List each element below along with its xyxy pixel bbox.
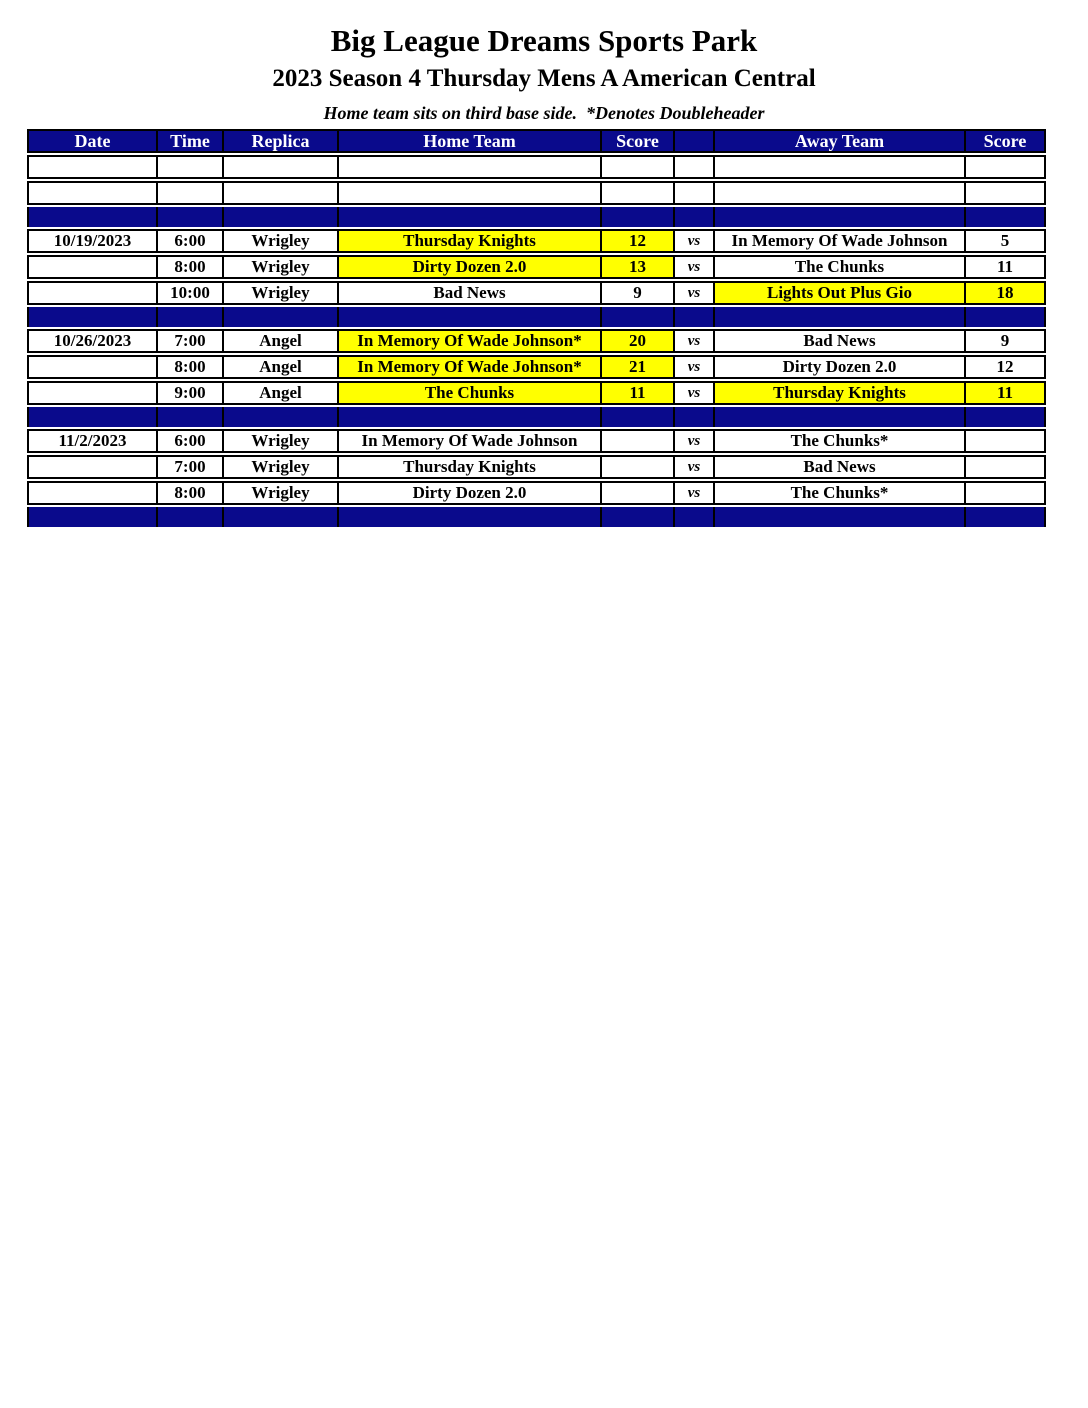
- home-score-cell: 21: [600, 355, 675, 379]
- separator-cell: [673, 307, 715, 327]
- separator-cell: [600, 407, 675, 427]
- page-subtitle: 2023 Season 4 Thursday Mens A American Central: [272, 65, 816, 92]
- separator-cell: [27, 407, 158, 427]
- separator-cell: [222, 307, 339, 327]
- empty-cell: [713, 155, 966, 179]
- time-cell: 7:00: [156, 455, 224, 479]
- page-header: [0, 0, 1088, 124]
- separator-row: [27, 207, 1060, 227]
- date-cell: 11/2/2023: [27, 429, 158, 453]
- separator-cell: [600, 207, 675, 227]
- separator-cell: [964, 507, 1046, 527]
- date-cell: 10/26/2023: [27, 329, 158, 353]
- separator-cell: [222, 207, 339, 227]
- empty-cell: [337, 181, 602, 205]
- away-score-cell: 18: [964, 281, 1046, 305]
- replica-cell: Wrigley: [222, 281, 339, 305]
- game-row: [27, 481, 1060, 505]
- vs-label: vs: [673, 481, 715, 505]
- separator-cell: [673, 207, 715, 227]
- separator-cell: [600, 507, 675, 527]
- empty-cell: [964, 155, 1046, 179]
- date-cell: [27, 381, 158, 405]
- separator-cell: [156, 307, 224, 327]
- empty-cell: [27, 181, 158, 205]
- separator-cell: [337, 407, 602, 427]
- separator-cell: [964, 307, 1046, 327]
- away-team-cell: Thursday Knights: [713, 381, 966, 405]
- table-body: [27, 155, 1060, 527]
- header-home-team: Home Team: [337, 129, 602, 153]
- vs-label: vs: [673, 229, 715, 253]
- empty-cell: [156, 181, 224, 205]
- game-row: [27, 329, 1060, 353]
- away-score-cell: [964, 481, 1046, 505]
- time-cell: 7:00: [156, 329, 224, 353]
- time-cell: 10:00: [156, 281, 224, 305]
- game-row: [27, 255, 1060, 279]
- replica-cell: Angel: [222, 381, 339, 405]
- date-cell: [27, 355, 158, 379]
- vs-label: vs: [673, 429, 715, 453]
- home-team-cell: In Memory Of Wade Johnson: [337, 429, 602, 453]
- vs-label: vs: [673, 255, 715, 279]
- replica-cell: Wrigley: [222, 229, 339, 253]
- separator-row: [27, 407, 1060, 427]
- empty-row: [27, 155, 1060, 179]
- home-team-cell: Thursday Knights: [337, 229, 602, 253]
- away-score-cell: 11: [964, 381, 1046, 405]
- schedule-table: [27, 129, 1060, 527]
- home-score-cell: 13: [600, 255, 675, 279]
- separator-cell: [222, 407, 339, 427]
- separator-cell: [713, 307, 966, 327]
- empty-cell: [600, 181, 675, 205]
- separator-cell: [673, 507, 715, 527]
- replica-cell: Wrigley: [222, 255, 339, 279]
- away-team-cell: Lights Out Plus Gio: [713, 281, 966, 305]
- vs-label: vs: [673, 455, 715, 479]
- separator-cell: [337, 307, 602, 327]
- time-cell: 8:00: [156, 481, 224, 505]
- vs-label: vs: [673, 381, 715, 405]
- home-team-cell: In Memory Of Wade Johnson*: [337, 355, 602, 379]
- separator-cell: [337, 507, 602, 527]
- replica-cell: Angel: [222, 329, 339, 353]
- empty-cell: [673, 181, 715, 205]
- separator-cell: [964, 207, 1046, 227]
- away-team-cell: Bad News: [713, 455, 966, 479]
- separator-cell: [713, 507, 966, 527]
- empty-cell: [713, 181, 966, 205]
- home-score-cell: 11: [600, 381, 675, 405]
- empty-cell: [337, 155, 602, 179]
- away-team-cell: The Chunks*: [713, 429, 966, 453]
- away-team-cell: In Memory Of Wade Johnson: [713, 229, 966, 253]
- separator-row: [27, 507, 1060, 527]
- away-team-cell: The Chunks*: [713, 481, 966, 505]
- away-team-cell: The Chunks: [713, 255, 966, 279]
- separator-row: [27, 307, 1060, 327]
- away-score-cell: 12: [964, 355, 1046, 379]
- separator-cell: [673, 407, 715, 427]
- replica-cell: Angel: [222, 355, 339, 379]
- home-score-cell: [600, 481, 675, 505]
- separator-cell: [713, 207, 966, 227]
- home-team-cell: Bad News: [337, 281, 602, 305]
- home-score-cell: 9: [600, 281, 675, 305]
- game-row: [27, 455, 1060, 479]
- date-cell: [27, 255, 158, 279]
- game-row: [27, 281, 1060, 305]
- home-team-cell: The Chunks: [337, 381, 602, 405]
- separator-cell: [156, 407, 224, 427]
- time-cell: 6:00: [156, 229, 224, 253]
- separator-cell: [27, 207, 158, 227]
- empty-cell: [222, 155, 339, 179]
- empty-cell: [964, 181, 1046, 205]
- replica-cell: Wrigley: [222, 455, 339, 479]
- page-title: Big League Dreams Sports Park: [330, 23, 758, 58]
- empty-cell: [600, 155, 675, 179]
- vs-label: vs: [673, 329, 715, 353]
- home-team-cell: Thursday Knights: [337, 455, 602, 479]
- separator-cell: [964, 407, 1046, 427]
- header-replica: Replica: [222, 129, 339, 153]
- separator-cell: [222, 507, 339, 527]
- home-team-cell: Dirty Dozen 2.0: [337, 255, 602, 279]
- date-cell: [27, 455, 158, 479]
- separator-cell: [156, 507, 224, 527]
- empty-row: [27, 181, 1060, 205]
- header-time: Time: [156, 129, 224, 153]
- empty-cell: [222, 181, 339, 205]
- away-score-cell: 9: [964, 329, 1046, 353]
- away-team-cell: Bad News: [713, 329, 966, 353]
- home-team-cell: Dirty Dozen 2.0: [337, 481, 602, 505]
- date-cell: [27, 481, 158, 505]
- home-team-cell: In Memory Of Wade Johnson*: [337, 329, 602, 353]
- separator-cell: [156, 207, 224, 227]
- home-score-cell: [600, 455, 675, 479]
- separator-cell: [600, 307, 675, 327]
- page-note: Home team sits on third base side. *Denotes Doubleheader: [323, 103, 765, 123]
- away-team-cell: Dirty Dozen 2.0: [713, 355, 966, 379]
- date-cell: [27, 281, 158, 305]
- game-row: [27, 229, 1060, 253]
- home-score-cell: 12: [600, 229, 675, 253]
- separator-cell: [337, 207, 602, 227]
- game-row: [27, 429, 1060, 453]
- header-home-score: Score: [600, 129, 675, 153]
- away-score-cell: 11: [964, 255, 1046, 279]
- empty-cell: [27, 155, 158, 179]
- header-away-score: Score: [964, 129, 1046, 153]
- separator-cell: [713, 407, 966, 427]
- away-score-cell: [964, 455, 1046, 479]
- replica-cell: Wrigley: [222, 429, 339, 453]
- table-header-row: [27, 129, 1060, 153]
- date-cell: 10/19/2023: [27, 229, 158, 253]
- game-row: [27, 355, 1060, 379]
- away-score-cell: [964, 429, 1046, 453]
- header-away-team: Away Team: [713, 129, 966, 153]
- separator-cell: [27, 307, 158, 327]
- header-vs: [673, 129, 715, 153]
- header-date: Date: [27, 129, 158, 153]
- home-score-cell: 20: [600, 329, 675, 353]
- time-cell: 8:00: [156, 255, 224, 279]
- separator-cell: [27, 507, 158, 527]
- time-cell: 6:00: [156, 429, 224, 453]
- away-score-cell: 5: [964, 229, 1046, 253]
- home-score-cell: [600, 429, 675, 453]
- time-cell: 8:00: [156, 355, 224, 379]
- replica-cell: Wrigley: [222, 481, 339, 505]
- vs-label: vs: [673, 281, 715, 305]
- game-row: [27, 381, 1060, 405]
- empty-cell: [156, 155, 224, 179]
- time-cell: 9:00: [156, 381, 224, 405]
- empty-cell: [673, 155, 715, 179]
- vs-label: vs: [673, 355, 715, 379]
